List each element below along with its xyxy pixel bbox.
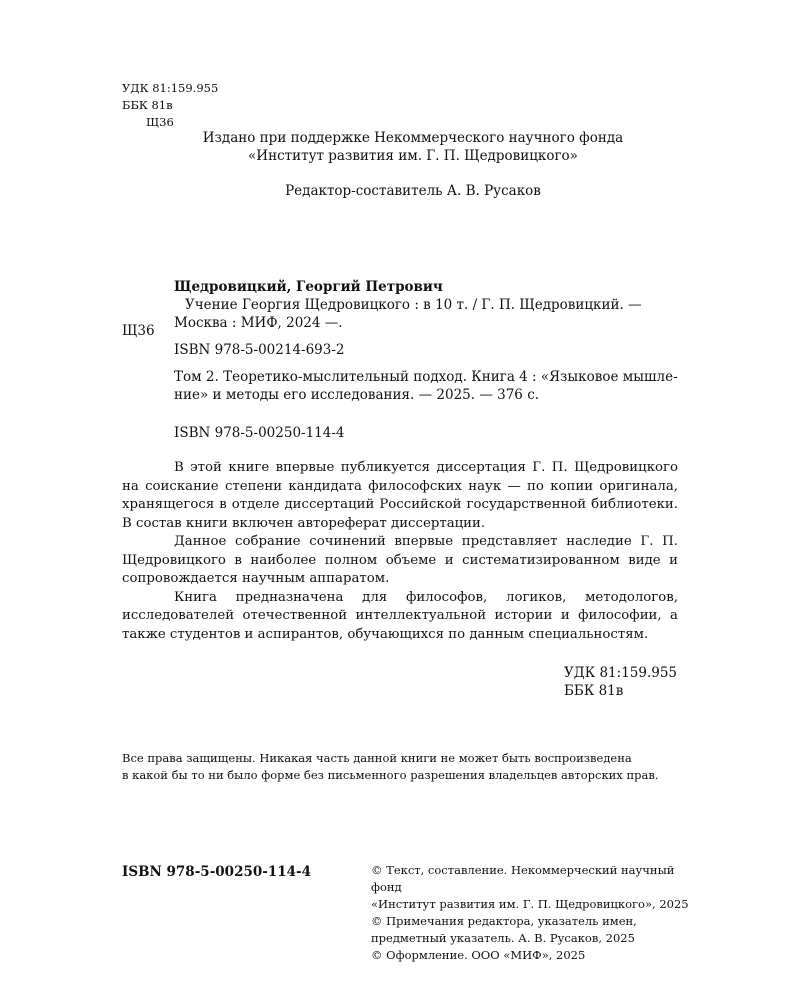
rights-notice bbox=[122, 750, 702, 784]
copyright-block bbox=[371, 862, 691, 964]
udk-code: УДК 81:159.955 bbox=[564, 665, 678, 681]
annotation-paragraph: Книга предназначена для философов, логиков, методологов, исследователей отечественной интеллектуальной истории и философии, а также студентов и аспирантов, обучающихся по данным специальностям. bbox=[122, 589, 678, 642]
catalog-author-mark: Щ36 bbox=[122, 323, 155, 339]
rights-line: в какой бы то ни было форме без письменного разрешения владельцев авторских прав. bbox=[122, 768, 659, 782]
annotation-paragraph: Данное собрание сочинений впервые представляет наследие Г. П. Щедровицкого в наиболее полном объеме и систематизированном виде и сопровождается научным аппаратом. bbox=[122, 534, 678, 586]
annotation-paragraph: В этой книге впервые публикуется диссертация Г. П. Щедровицкого на соискание степени кандидата философских наук — по копии оригинала, хранящегося в отделе диссертаций Российской государственной библиотеки. В состав книги включен автореферат диссертации. bbox=[122, 460, 678, 531]
bbk-code: ББК 81в bbox=[122, 98, 173, 112]
isbn-footer: ISBN 978-5-00250-114-4 bbox=[122, 864, 312, 880]
publisher-support bbox=[0, 129, 800, 165]
top-codes bbox=[122, 80, 218, 131]
bottom-codes bbox=[564, 664, 677, 700]
rights-line: Все права защищены. Никакая часть данной книги не может быть воспроизведена bbox=[122, 751, 632, 765]
copyright-line: «Институт развития им. Г. П. Щедровицкого», 2025 bbox=[371, 897, 689, 911]
udk-code: УДК 81:159.955 bbox=[122, 81, 219, 95]
catalog-title-line: Москва : МИФ, 2024 —. bbox=[174, 315, 343, 331]
catalog-volume-line: Том 2. Теоретико-мыслительный подход. Книга 4 : «Языковое мышле- bbox=[174, 369, 678, 385]
catalog-record bbox=[174, 278, 678, 442]
catalog-volume-line: ние» и методы его исследования. — 2025. — 376 с. bbox=[174, 387, 540, 403]
catalog-title-line: Учение Георгия Щедровицкого : в 10 т. / Г. П. Щедровицкий. — bbox=[185, 297, 642, 313]
copyright-line: © Примечания редактора, указатель имен, bbox=[371, 914, 637, 928]
publisher-support-line: «Институт развития им. Г. П. Щедровицкого» bbox=[248, 148, 578, 164]
catalog-isbn-volume: ISBN 978-5-00250-114-4 bbox=[174, 425, 345, 441]
copyright-line: © Текст, составление. Некоммерческий научный фонд bbox=[371, 863, 675, 894]
copyright-line: предметный указатель. А. В. Русаков, 2025 bbox=[371, 931, 635, 945]
catalog-author: Щедровицкий, Георгий Петрович bbox=[174, 279, 443, 295]
annotation bbox=[122, 459, 678, 644]
bbk-code: ББК 81в bbox=[564, 683, 624, 699]
editor-line: Редактор-составитель А. В. Русаков bbox=[285, 183, 541, 199]
author-mark: Щ36 bbox=[146, 115, 174, 129]
copyright-line: © Оформление. ООО «МИФ», 2025 bbox=[371, 948, 586, 962]
catalog-isbn-series: ISBN 978-5-00214-693-2 bbox=[174, 342, 345, 358]
publisher-support-line: Издано при поддержке Некоммерческого научного фонда bbox=[202, 130, 624, 146]
